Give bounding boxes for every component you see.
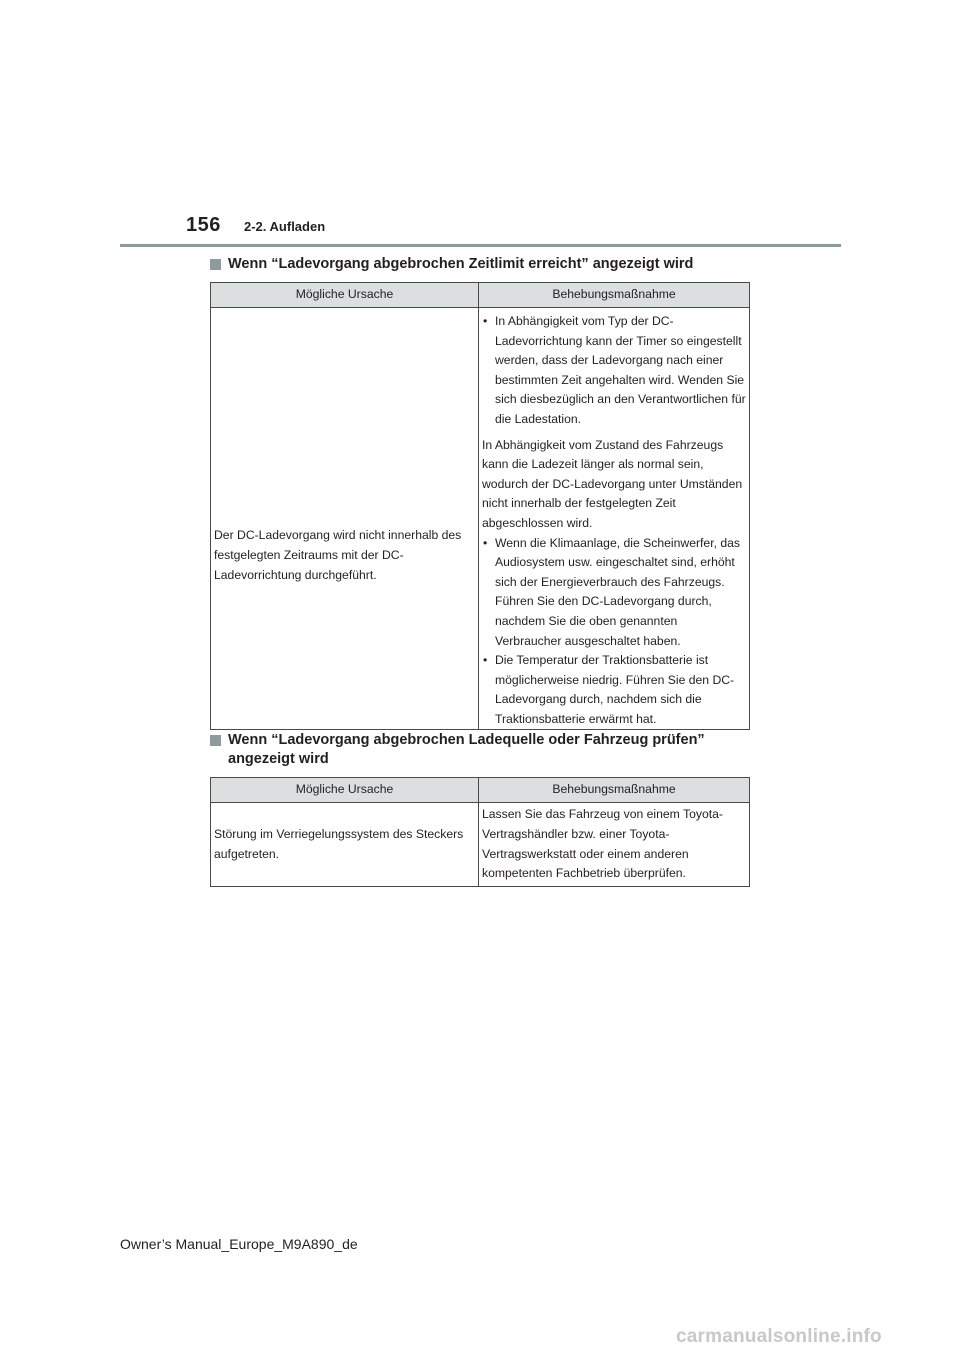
table-row bbox=[211, 803, 750, 887]
section2-heading bbox=[210, 731, 755, 769]
action-bullet: • Wenn die Klimaanlage, die Scheinwerfer, das Audiosystem usw. eingeschaltet sind, erhöht sich der Energieverbrauch des Fahrzeugs. Führen Sie den DC-Ladevorgang durch, nachdem Sie die oben genannten Verbraucher ausgeschaltet haben. bbox=[482, 534, 746, 652]
table-row bbox=[211, 308, 750, 730]
watermark-logo: carmanualsonline.info bbox=[676, 1326, 882, 1347]
column-header-cause: Mögliche Ursache bbox=[211, 778, 479, 803]
section1-heading bbox=[210, 255, 755, 274]
section1-table bbox=[210, 282, 750, 730]
cause-cell: Störung im Verriegelungssystem des Steckers aufgetreten. bbox=[211, 803, 479, 887]
table-header-row bbox=[211, 778, 750, 803]
action-paragraph: In Abhängigkeit vom Zustand des Fahrzeugs kann die Ladezeit länger als normal sein, wodurch der DC-Ladevorgang unter Umständen nicht innerhalb der festgelegten Zeit abgeschlossen wird. bbox=[482, 437, 743, 530]
square-bullet-icon bbox=[210, 735, 221, 746]
page-number: 156 bbox=[186, 214, 221, 236]
section2-table bbox=[210, 777, 750, 887]
column-header-cause: Mögliche Ursache bbox=[211, 283, 479, 308]
action-cell: Lassen Sie das Fahrzeug von einem Toyota-Vertragshändler bzw. einer Toyota-Vertragswerkstatt oder einem anderen kompetenten Fachbetrieb überprüfen. bbox=[479, 803, 750, 887]
header-divider bbox=[120, 244, 841, 247]
action-cell bbox=[479, 308, 750, 730]
column-header-action: Behebungsmaßnahme bbox=[479, 283, 750, 308]
section-label: 2-2. Aufladen bbox=[244, 219, 326, 234]
cause-text: Der DC-Ladevorgang wird nicht innerhalb des festgelegten Zeitraums mit der DC-Ladevorrichtung durchgeführt. bbox=[214, 528, 462, 582]
action-bullet: • In Abhängigkeit vom Typ der DC-Ladevorrichtung kann der Timer so eingestellt werden, dass der Ladevorgang nach einer bestimmten Zeit angehalten wird. Wenden Sie sich diesbezüglich an den Verantwortlichen für die Ladestation. bbox=[482, 312, 746, 430]
cause-cell bbox=[211, 308, 479, 730]
section1-heading-text: Wenn “Ladevorgang abgebrochen Zeitlimit erreicht” angezeigt wird bbox=[228, 256, 694, 272]
section2-heading-text: Wenn “Ladevorgang abgebrochen Ladequelle oder Fahrzeug prüfen” angezeigt wird bbox=[228, 732, 705, 767]
square-bullet-icon bbox=[210, 259, 221, 270]
action-bullet: • Die Temperatur der Traktionsbatterie ist möglicherweise niedrig. Führen Sie den DC-Ladevorgang durch, nachdem sich die Traktionsbatterie erwärmt hat. bbox=[482, 651, 746, 729]
column-header-action: Behebungsmaßnahme bbox=[479, 778, 750, 803]
table-header-row bbox=[211, 283, 750, 308]
footer-manual-id: Owner’s Manual_Europe_M9A890_de bbox=[120, 1236, 358, 1252]
